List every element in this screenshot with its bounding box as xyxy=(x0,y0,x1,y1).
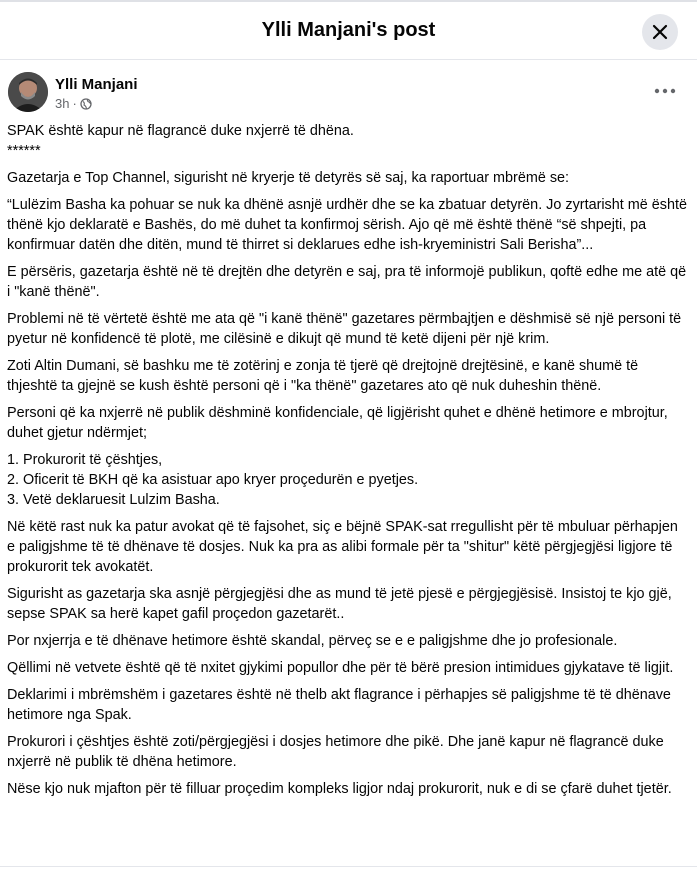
post-paragraph: “Lulëzim Basha ka pohuar se nuk ka dhënë asnjë urdhër dhe se ka zbatuar detyrën. Jo zyrtarisht më është thënë kjo deklaratë e Bashës, do më duhet ta konfirmoj sërish. Ajo që më është thënë “së shpejti, pa konfirmuar datën dhe ditën, mund të thirret si deklarues edhe ish-kryeministri Sali Berisha”... xyxy=(7,197,687,253)
close-button[interactable] xyxy=(642,14,678,50)
more-options-icon xyxy=(652,84,678,98)
avatar[interactable] xyxy=(8,72,48,112)
dialog-title: Ylli Manjani's post xyxy=(261,19,436,41)
globe-icon[interactable] xyxy=(80,98,92,110)
post-paragraph: Sigurisht as gazetarja ska asnjë përgjegjësi dhe as mund të jetë pjesë e përgjegjësisë. Insistoj te kjo gjë, sepse SPAK sa herë kapet gafil proçedon gazetarët.. xyxy=(7,586,672,622)
post-paragraph: Në këtë rast nuk ka patur avokat që të fajsohet, siç e bëjnë SPAK-sat rregullisht për të mbuluar përhapjen e paligjshme të të dhënave të dosjes. Nuk ka pra as alibi formale për ta "shitur" këtë përgjegjësi ligjore të prokurorit tek avokatët. xyxy=(7,519,678,575)
avatar-photo-icon xyxy=(8,72,48,112)
post-paragraph: Qëllimi në vetvete është që të nxitet gjykimi popullor dhe për të bërë presion intimidues gjykatave të ligjit. xyxy=(7,660,674,676)
post-list-item: 3. Vetë deklaruesit Lulzim Basha. xyxy=(7,492,220,508)
close-icon xyxy=(652,24,668,40)
post-paragraph: Zoti Altin Dumani, së bashku me të zotërinj e zonja të tjerë që drejtojnë drejtësinë, e kanë shumë të thjeshtë ta gjejnë se kush është personi që i "ka thënë" gazetares ato që nuk duheshin thënë. xyxy=(7,358,639,394)
post-meta xyxy=(55,96,92,111)
author-name[interactable]: Ylli Manjani xyxy=(55,76,138,93)
post-time[interactable]: 3h xyxy=(55,96,70,111)
post-paragraph: Deklarimi i mbrëmshëm i gazetares është në thelb akt flagrance i përhapjes së paligjshme të të dhënave hetimore nga Spak. xyxy=(7,687,671,723)
post-list-item: 1. Prokurorit të çështjes, xyxy=(7,452,163,468)
meta-separator: · xyxy=(72,96,77,111)
post-paragraph: Nëse kjo nuk mjafton për të filluar proçedim kompleks ligjor ndaj prokurorit, nuk e di se çfarë duhet tjetër. xyxy=(7,781,672,797)
divider xyxy=(0,866,697,867)
post-paragraph: ****** xyxy=(7,143,41,159)
post-paragraph: SPAK është kapur në flagrancë duke nxjerrë të dhëna. xyxy=(7,123,354,139)
post-paragraph: Prokurori i çështjes është zoti/përgjegjësi i dosjes hetimore dhe pikë. Dhe janë kapur në flagrancë duke nxjerrë në publik të dhëna hetimore. xyxy=(7,734,664,770)
post-paragraph: Por nxjerrja e të dhënave hetimore është skandal, përveç se e e paligjshme dhe jo profesionale. xyxy=(7,633,618,649)
post-body xyxy=(7,121,687,806)
dialog-header xyxy=(0,2,697,60)
post-header xyxy=(0,60,697,122)
more-options-button[interactable] xyxy=(652,84,678,98)
post-paragraph: Gazetarja e Top Channel, sigurisht në kryerje të detyrës së saj, ka raportuar mbrëmë se: xyxy=(7,170,570,186)
post-paragraph: E përsëris, gazetarja është në të drejtën dhe detyrën e saj, pra të informojë publikun, qoftë edhe me atë që i "kanë thënë". xyxy=(7,264,687,300)
post-paragraph: Problemi në të vërtetë është me ata që "i kanë thënë" gazetares përmbajtjen e dëshmisë së një personi të pyetur në konfidencë të plotë, me cilësinë e dikujt që mund të ketë dijeni për një krim. xyxy=(7,311,682,347)
post-list-item: 2. Oficerit të BKH që ka asistuar apo kryer proçedurën e pyetjes. xyxy=(7,472,419,488)
post-paragraph: Personi që ka nxjerrë në publik dëshminë konfidenciale, që ligjërisht quhet e dhënë hetimore e mbrojtur, duhet gjetur ndërmjet; xyxy=(7,405,668,441)
